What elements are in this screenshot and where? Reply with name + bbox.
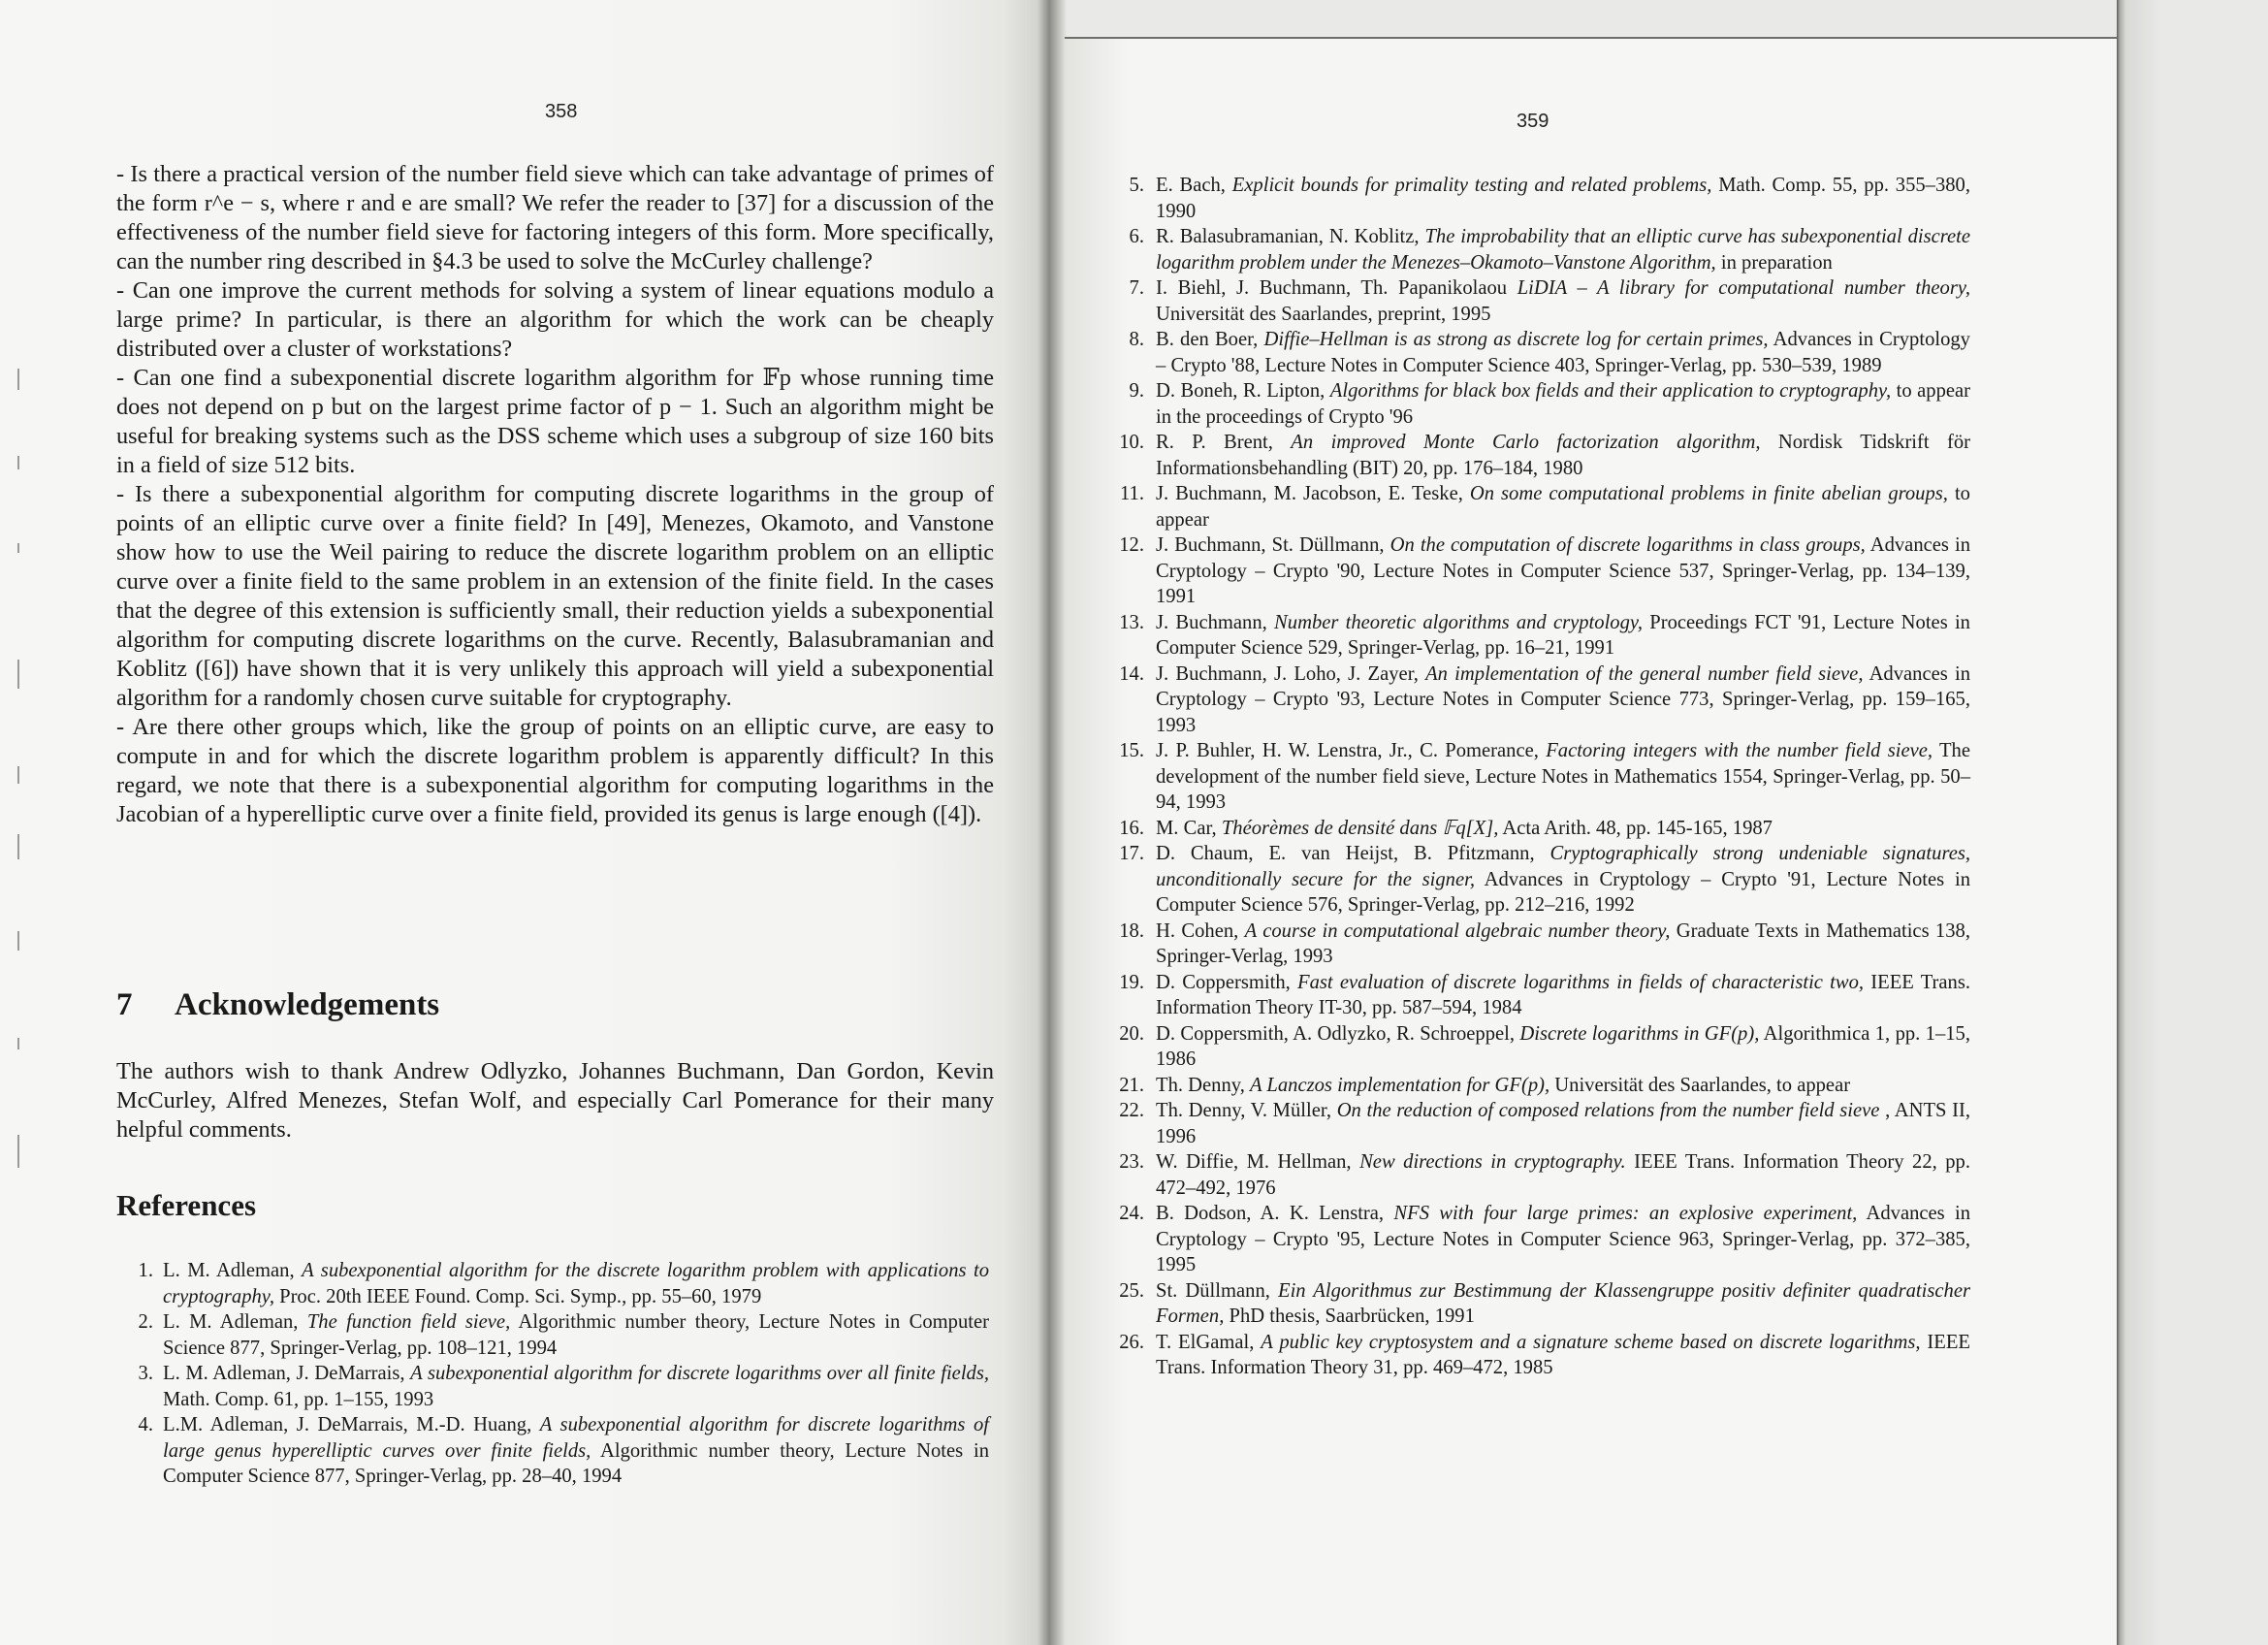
ref-title: Théorèmes de densité dans 𝔽q[X], <box>1221 817 1499 839</box>
ref-title: A subexponential algorithm for the discrete logarithm problem with applications to cryptography, <box>163 1260 990 1307</box>
reference-item <box>1107 1330 1970 1381</box>
ref-authors: B. den Boer, <box>1156 329 1259 350</box>
page-number-right: 359 <box>1517 111 1549 132</box>
ref-details: IEEE Trans. Information Theory 31, pp. 469–472, 1985 <box>1156 1331 1970 1378</box>
ref-title: The improbability that an elliptic curve has subexponential discrete logarithm problem under the Menezes–Okamoto–Vanstone Algorithm, <box>1156 226 1970 274</box>
reference-item <box>1107 173 1970 224</box>
ref-authors: R. P. Brent, <box>1156 432 1273 453</box>
reference-item <box>1107 1021 1970 1073</box>
ref-title: On the reduction of composed relations from the number field sieve <box>1336 1100 1880 1121</box>
ref-number: 22. <box>1119 1100 1144 1121</box>
ref-details: Algorithmica 1, pp. 1–15, 1986 <box>1156 1022 1971 1070</box>
reference-item <box>1107 738 1970 816</box>
paragraph-2: - Can one improve the current methods for solving a system of linear equations modulo a large prime? In particular, is there an algorithm for which the work can be cheaply distributed over a cluster of workstations? <box>116 277 994 362</box>
ref-authors: J. Buchmann, St. Düllmann, <box>1156 534 1385 556</box>
ref-authors: L.M. Adleman, J. DeMarrais, M.-D. Huang, <box>163 1414 532 1435</box>
reference-item <box>1107 610 1970 661</box>
ref-title: LiDIA – A library for computational number theory, <box>1517 277 1970 299</box>
ref-title: Diffie–Hellman is as strong as discrete log for certain primes, <box>1263 329 1769 350</box>
ref-details: Universität des Saarlandes, to appear <box>1554 1074 1851 1096</box>
ref-details: Advances in Cryptology – Crypto '93, Lecture Notes in Computer Science 773, Springer-Verlag, pp. 159–165, 1993 <box>1156 662 1970 736</box>
reference-item <box>1107 816 1970 842</box>
ref-number: 3. <box>138 1363 153 1384</box>
ref-details: Advances in Cryptology – Crypto '95, Lecture Notes in Computer Science 963, Springer-Verlag, pp. 372–385, 1995 <box>1156 1203 1970 1275</box>
ref-details: Acta Arith. 48, pp. 145-165, 1987 <box>1502 817 1773 839</box>
page-stack-edge <box>2117 0 2268 1645</box>
ref-authors: L. M. Adleman, <box>163 1311 299 1333</box>
ref-number: 5. <box>1129 175 1144 196</box>
ref-number: 17. <box>1119 843 1144 864</box>
ref-authors: H. Cohen, <box>1156 919 1239 942</box>
ref-details: Advances in Cryptology – Crypto '90, Lecture Notes in Computer Science 537, Springer-Verlag, pp. 134–139, 1991 <box>1156 534 1970 607</box>
reference-item <box>116 1309 989 1361</box>
ref-title: A public key cryptosystem and a signature scheme based on discrete logarithms, <box>1261 1331 1921 1353</box>
paragraph-5: - Are there other groups which, like the group of points on an elliptic curve, are easy to compute in and for which the discrete logarithm problem is apparently difficult? In this regard, we note that there is a subexponential algorithm for computing logarithms in the Jacobian of a hyperelliptic curve over a finite field, provided its genus is large enough ([4]). <box>116 714 994 827</box>
ref-details: Proc. 20th IEEE Found. Comp. Sci. Symp., pp. 55–60, 1979 <box>279 1285 762 1307</box>
ref-title: Discrete logarithms in GF(p), <box>1519 1022 1760 1045</box>
ref-details: Advances in Cryptology – Crypto '91, Lecture Notes in Computer Science 576, Springer-Verlag, pp. 212–216, 1992 <box>1156 868 1971 916</box>
reference-item <box>1107 1278 1970 1330</box>
ref-number: 11. <box>1120 483 1144 504</box>
ref-details: IEEE Trans. Information Theory IT-30, pp. 587–594, 1984 <box>1156 971 1971 1018</box>
ref-details: PhD thesis, Saarbrücken, 1991 <box>1229 1306 1475 1327</box>
acknowledgements-text: The authors wish to thank Andrew Odlyzko, Johannes Buchmann, Dan Gordon, Kevin McCurley, Alfred Menezes, Stefan Wolf, and especially Carl Pomerance for their many helpful comments. <box>116 1058 994 1143</box>
ref-details: Universität des Saarlandes, preprint, 1995 <box>1156 303 1491 325</box>
ref-authors: B. Dodson, A. K. Lenstra, <box>1156 1203 1385 1224</box>
ref-authors: L. M. Adleman, <box>163 1260 295 1281</box>
ref-authors: Th. Denny, V. Müller, <box>1156 1100 1332 1121</box>
ref-authors: J. Buchmann, <box>1156 611 1267 633</box>
ref-title: A course in computational algebraic number theory, <box>1244 919 1671 942</box>
ref-authors: J. P. Buhler, H. W. Lenstra, Jr., C. Pomerance, <box>1156 740 1539 761</box>
reference-item <box>1107 430 1970 481</box>
reference-item <box>1107 661 1970 739</box>
reference-item <box>1107 970 1970 1021</box>
ref-authors: M. Car, <box>1156 817 1217 839</box>
ref-authors: R. Balasubramanian, N. Koblitz, <box>1156 226 1420 247</box>
ref-title: NFS with four large primes: an explosive experiment, <box>1393 1203 1858 1224</box>
ref-details: to appear in the proceedings of Crypto '96 <box>1156 380 1971 428</box>
ref-number: 20. <box>1119 1022 1144 1045</box>
ref-title: An implementation of the general number field sieve, <box>1425 662 1864 685</box>
ref-number: 15. <box>1119 740 1144 761</box>
ref-number: 4. <box>138 1414 153 1435</box>
ref-title: Number theoretic algorithms and cryptology, <box>1274 611 1644 633</box>
ref-number: 2. <box>138 1311 153 1333</box>
ref-details: in preparation <box>1720 251 1833 274</box>
reference-item <box>116 1361 989 1412</box>
ref-authors: J. Buchmann, M. Jacobson, E. Teske, <box>1156 483 1463 504</box>
book-gutter <box>1038 0 1067 1645</box>
ref-authors: Th. Denny, <box>1156 1074 1245 1096</box>
ref-authors: I. Biehl, J. Buchmann, Th. Papanikolaou <box>1156 277 1508 299</box>
ref-details: Algorithmic number theory, Lecture Notes in Computer Science 877, Springer-Verlag, pp. 108–121, 1994 <box>163 1311 989 1359</box>
ref-authors: St. Düllmann, <box>1156 1279 1270 1302</box>
ref-title: A subexponential algorithm for discrete logarithms over all finite fields, <box>410 1363 990 1384</box>
ref-title: Fast evaluation of discrete logarithms in fields of characteristic two, <box>1297 971 1865 993</box>
ref-number: 16. <box>1119 817 1144 839</box>
reference-item <box>1107 378 1970 430</box>
scan-artifacts <box>8 369 27 1242</box>
ref-title: A Lanczos implementation for GF(p), <box>1250 1074 1550 1096</box>
ref-details: Algorithmic number theory, Lecture Notes in Computer Science 877, Springer-Verlag, pp. 28–40, 1994 <box>163 1439 989 1487</box>
ref-details: Graduate Texts in Mathematics 138, Springer-Verlag, 1993 <box>1156 919 1970 967</box>
ref-authors: T. ElGamal, <box>1156 1331 1255 1353</box>
ref-details: to appear <box>1156 483 1970 531</box>
paragraph-1: - Is there a practical version of the number field sieve which can take advantage of primes of the form r^e − s, where r and e are small? We refer the reader to [37] for a discussion of the effectiveness of the number field sieve for factoring integers of this form. More specifically, can the number ring described in §4.3 be used to solve the McCurley challenge? <box>116 161 994 274</box>
section-number: 7 <box>116 987 133 1022</box>
reference-item <box>1107 1073 1970 1099</box>
reference-item <box>1107 841 1970 919</box>
ref-details: Math. Comp. 61, pp. 1–155, 1993 <box>163 1388 434 1410</box>
ref-number: 10. <box>1119 432 1144 453</box>
reference-item <box>1107 532 1970 610</box>
ref-title: An improved Monte Carlo factorization algorithm, <box>1291 432 1761 453</box>
ref-title: Algorithms for black box fields and their application to cryptography, <box>1329 380 1892 402</box>
ref-number: 24. <box>1119 1203 1144 1224</box>
acknowledgements-heading <box>116 987 994 1023</box>
ref-details: Math. Comp. 55, pp. 355–380, 1990 <box>1156 175 1971 222</box>
ref-details: Nordisk Tidskrift för Informationsbehandling (BIT) 20, pp. 176–184, 1980 <box>1156 432 1971 479</box>
ref-number: 26. <box>1119 1331 1144 1353</box>
paragraph-3: - Can one find a subexponential discrete logarithm algorithm for 𝔽p whose running time does not depend on p but on the largest prime factor of p − 1. Such an algorithm might be useful for breaking systems such as the DSS scheme which uses a subgroup of size 160 bits in a field of size 512 bits. <box>116 365 994 478</box>
ref-authors: D. Coppersmith, <box>1156 971 1291 993</box>
reference-item <box>116 1258 989 1309</box>
section-title: Acknowledgements <box>175 987 440 1022</box>
reference-item <box>1107 327 1970 378</box>
ref-number: 21. <box>1119 1074 1144 1096</box>
ref-details: IEEE Trans. Information Theory 22, pp. 472–492, 1976 <box>1156 1151 1970 1199</box>
ref-authors: D. Coppersmith, A. Odlyzko, R. Schroeppel, <box>1156 1022 1516 1045</box>
reference-item <box>1107 919 1970 970</box>
page-number-left: 358 <box>545 101 578 122</box>
ref-number: 14. <box>1119 662 1144 685</box>
ref-title: Explicit bounds for primality testing and related problems, <box>1231 175 1712 196</box>
ref-title: Cryptographically strong undeniable signatures, unconditionally secure for the signer, <box>1156 843 1970 890</box>
ref-title: Ein Algorithmus zur Bestimmung der Klassengruppe positiv definiter quadratischer Formen, <box>1156 1279 1970 1327</box>
ref-number: 1. <box>138 1260 153 1281</box>
reference-item <box>1107 1201 1970 1278</box>
ref-authors: D. Chaum, E. van Heijst, B. Pfitzmann, <box>1156 843 1535 864</box>
ref-details: Proceedings FCT '91, Lecture Notes in Computer Science 529, Springer-Verlag, pp. 16–21, 1991 <box>1156 611 1970 659</box>
reference-item <box>1107 1098 1970 1149</box>
ref-number: 18. <box>1119 919 1144 942</box>
ref-title: New directions in cryptography. <box>1359 1151 1626 1173</box>
ref-title: On the computation of discrete logarithms in class groups, <box>1390 534 1866 556</box>
reference-list-right <box>1107 173 1970 1381</box>
ref-title: On some computational problems in finite abelian groups, <box>1469 483 1948 504</box>
ref-details: Advances in Cryptology – Crypto '88, Lecture Notes in Computer Science 403, Springer-Verlag, pp. 530–539, 1989 <box>1156 329 1970 376</box>
ref-number: 13. <box>1119 611 1144 633</box>
reference-item <box>1107 1149 1970 1201</box>
ref-details: The development of the number field sieve, Lecture Notes in Mathematics 1554, Springer-Verlag, pp. 50–94, 1993 <box>1156 740 1970 813</box>
open-questions-text <box>116 160 994 829</box>
ref-authors: W. Diffie, M. Hellman, <box>1156 1151 1352 1173</box>
ref-title: Factoring integers with the number field sieve, <box>1546 740 1933 761</box>
references-heading: References <box>116 1188 257 1222</box>
ref-number: 6. <box>1129 226 1144 247</box>
reference-list-left <box>116 1258 989 1490</box>
ref-authors: J. Buchmann, J. Loho, J. Zayer, <box>1156 662 1419 685</box>
reference-item <box>1107 275 1970 327</box>
ref-number: 8. <box>1129 329 1144 350</box>
ref-number: 7. <box>1129 277 1144 299</box>
ref-details: , ANTS II, 1996 <box>1156 1100 1970 1147</box>
left-page <box>0 0 1045 1645</box>
reference-item <box>1107 481 1970 532</box>
reference-item <box>116 1412 989 1490</box>
ref-authors: D. Boneh, R. Lipton, <box>1156 380 1326 402</box>
paragraph-4: - Is there a subexponential algorithm for computing discrete logarithms in the group of points of an elliptic curve over a finite field? In [49], Menezes, Okamoto, and Vanstone show how to use the Weil pairing to reduce the discrete logarithm problem on an elliptic curve over a finite field to the same problem in an extension of the finite field. In the cases that the degree of this extension is sufficiently small, their reduction yields a subexponential algorithm for computing discrete logarithms on the curve. Recently, Balasubramanian and Koblitz ([6]) have shown that it is very unlikely this approach will yield a subexponential algorithm for a randomly chosen curve suitable for cryptography. <box>116 481 994 711</box>
ref-number: 9. <box>1129 380 1144 402</box>
ref-authors: L. M. Adleman, J. DeMarrais, <box>163 1363 405 1384</box>
ref-authors: E. Bach, <box>1156 175 1226 196</box>
ref-number: 23. <box>1119 1151 1144 1173</box>
reference-item <box>1107 224 1970 275</box>
ref-number: 25. <box>1119 1279 1144 1302</box>
ref-title: The function field sieve, <box>306 1311 511 1333</box>
ref-number: 12. <box>1119 534 1144 556</box>
ref-number: 19. <box>1119 971 1144 993</box>
ref-title: A subexponential algorithm for discrete logarithms of large genus hyperelliptic curves over finite fields, <box>163 1414 989 1462</box>
